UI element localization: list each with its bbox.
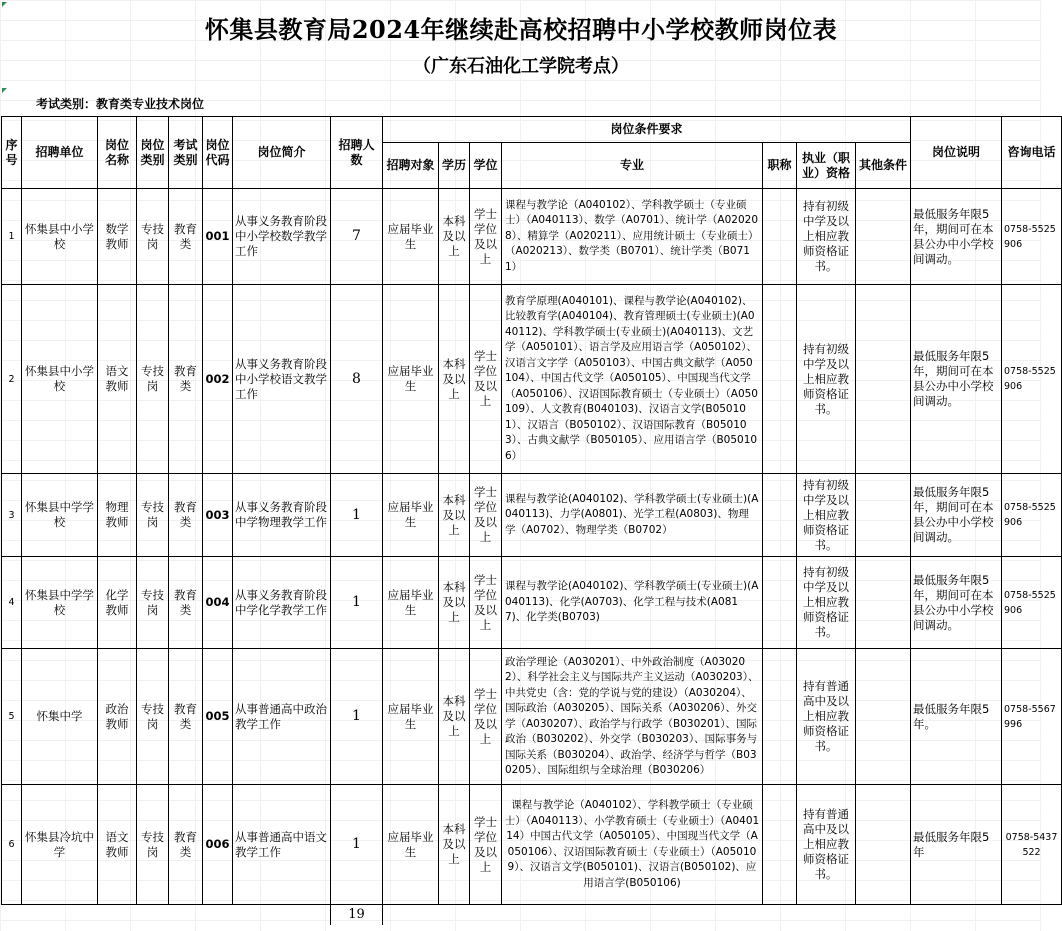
cell-degree: 学士学位及以上: [470, 189, 502, 285]
cell-note: 最低服务年限5年: [911, 785, 1002, 905]
cell-post-code: 002: [203, 285, 233, 474]
total-row: [2, 905, 1062, 925]
cell-exam-type: 教育类: [169, 189, 203, 285]
cell-target: 应届毕业生: [383, 649, 439, 785]
cell-intro: 从事普通高中政治教学工作: [233, 649, 331, 785]
page-title: 怀集县教育局2024年继续赴高校招聘中小学校教师岗位表: [204, 15, 838, 44]
cell-unit: 怀集中学: [22, 649, 98, 785]
page-subtitle: （广东石油化工学院考点）: [413, 56, 629, 77]
cell-target: 应届毕业生: [383, 557, 439, 649]
cell-post-name: 政治教师: [98, 649, 137, 785]
header-row-1: [2, 117, 1062, 143]
cell-major: 课程与教学论(A040102)、学科教学硕士(专业硕士)(A040113)、化学(A0703)、化学工程与技术(A0817)、化学类(B0703): [502, 557, 763, 649]
cell-edu: 本科及以上: [439, 474, 470, 557]
cell-seq: 4: [2, 557, 22, 649]
cell-edu: 本科及以上: [439, 649, 470, 785]
cell-title-req: [763, 285, 797, 474]
cell-corner-marker: [2, 88, 7, 93]
cell-note: 最低服务年限5年，期间可在本县公办中小学校间调动。: [911, 285, 1002, 474]
cell-target: 应届毕业生: [383, 785, 439, 905]
col-major: 专业: [502, 143, 763, 189]
total-count: 19: [331, 905, 383, 925]
cell-post-code: 005: [203, 649, 233, 785]
cell-intro: 从事义务教育阶段中小学校语文教学工作: [233, 285, 331, 474]
cell-unit: 怀集县中学学校: [22, 557, 98, 649]
table-row: [2, 474, 1062, 557]
cell-target: 应届毕业生: [383, 474, 439, 557]
cell-degree: 学士学位及以上: [470, 285, 502, 474]
cell-qualification: 持有普通高中及以上相应教师资格证书。: [797, 785, 856, 905]
col-qualification: 执业（职业）资格: [797, 143, 856, 189]
cell-unit: 怀集县中小学校: [22, 285, 98, 474]
cell-seq: 2: [2, 285, 22, 474]
col-other: 其他条件: [856, 143, 911, 189]
cell-note: 最低服务年限5年。: [911, 649, 1002, 785]
cell-note: 最低服务年限5年，期间可在本县公办中小学校间调动。: [911, 474, 1002, 557]
cell-degree: 学士学位及以上: [470, 557, 502, 649]
cell-degree: 学士学位及以上: [470, 649, 502, 785]
cell-phone: 0758-5525906: [1002, 474, 1062, 557]
col-count: 招聘人数: [331, 117, 383, 189]
cell-post-name: 化学教师: [98, 557, 137, 649]
cell-phone: 0758-5437522: [1002, 785, 1062, 905]
cell-note: 最低服务年限5年，期间可在本县公办中小学校间调动。: [911, 557, 1002, 649]
cell-count: 1: [331, 557, 383, 649]
cell-degree: 学士学位及以上: [470, 474, 502, 557]
cell-title-req: [763, 474, 797, 557]
cell-qualification: 持有初级中学及以上相应教师资格证书。: [797, 189, 856, 285]
cell-phone: 0758-5525906: [1002, 189, 1062, 285]
cell-post-code: 006: [203, 785, 233, 905]
cell-intro: 从事义务教育阶段中学物理教学工作: [233, 474, 331, 557]
cell-exam-type: 教育类: [169, 785, 203, 905]
col-post-type: 岗位类别: [137, 117, 169, 189]
cell-post-type: 专技岗: [137, 189, 169, 285]
cell-title-req: [763, 189, 797, 285]
cell-major: 课程与教学论（A040102）、学科教学硕士（专业硕士）（A040113）、数学（A0701）、统计学（A020208）、精算学（A020211）、应用统计硕士（专业硕士）（A020213）、数学类（B0701）、统计学类（B0711）: [502, 189, 763, 285]
cell-count: 8: [331, 285, 383, 474]
cell-title-req: [763, 557, 797, 649]
cell-count: 7: [331, 189, 383, 285]
cell-qualification: 持有初级中学及以上相应教师资格证书。: [797, 557, 856, 649]
cell-seq: 1: [2, 189, 22, 285]
cell-edu: 本科及以上: [439, 557, 470, 649]
cell-post-name: 语文教师: [98, 785, 137, 905]
cell-exam-type: 教育类: [169, 649, 203, 785]
cell-edu: 本科及以上: [439, 189, 470, 285]
cell-intro: 从事普通高中语文教学工作: [233, 785, 331, 905]
cell-major: 课程与教学论（A040102）、学科教学硕士（专业硕士）（A040113）、小学教育硕士（专业硕士）（A040114）中国古代文学（A050105）、中国现当代文学（A050106）、汉语国际教育硕士（专业硕士）（A050109）、汉语言文学(B050101)、汉语言(B050102)、应用语言学(B050106): [502, 785, 763, 905]
cell-other: [856, 285, 911, 474]
cell-post-type: 专技岗: [137, 785, 169, 905]
cell-major: 课程与教学论(A040102)、学科教学硕士(专业硕士)(A040113)、力学(A0801)、光学工程(A0803)、物理学（A0702）、物理学类（B0702）: [502, 474, 763, 557]
total-row-spacer: [383, 905, 1062, 925]
cell-title-req: [763, 649, 797, 785]
table-row: [2, 785, 1062, 905]
cell-target: 应届毕业生: [383, 189, 439, 285]
cell-phone: 0758-5525906: [1002, 557, 1062, 649]
cell-phone: 0758-5525906: [1002, 285, 1062, 474]
cell-unit: 怀集县冷坑中学: [22, 785, 98, 905]
col-seq: 序号: [2, 117, 22, 189]
table-row: [2, 285, 1062, 474]
cell-post-name: 数学教师: [98, 189, 137, 285]
cell-note: 最低服务年限5年，期间可在本县公办中小学校间调动。: [911, 189, 1002, 285]
cell-seq: 3: [2, 474, 22, 557]
total-row-spacer: [2, 905, 331, 925]
col-intro: 岗位简介: [233, 117, 331, 189]
cell-exam-type: 教育类: [169, 285, 203, 474]
cell-edu: 本科及以上: [439, 285, 470, 474]
cell-seq: 6: [2, 785, 22, 905]
recruitment-table: [1, 116, 1062, 925]
exam-category-label: 考试类别：教育类专业技术岗位: [36, 97, 205, 111]
cell-major: 政治学理论（A030201）、中外政治制度（A030202）、科学社会主义与国际共产主义运动（A030203）、中共党史（含：党的学说与党的建设）（A030204）、国际政治（A030205）、国际关系（A030206）、外交学（A030207）、政治学与行政学（B030201）、国际政治（B030202）、外交学（B030203）、国际事务与国际关系（B030204）、政治学、经济学与哲学（B030205）、国际组织与全球治理（B030206）: [502, 649, 763, 785]
col-note: 岗位说明: [911, 117, 1002, 189]
cell-seq: 5: [2, 649, 22, 785]
col-post-name: 岗位名称: [98, 117, 137, 189]
cell-post-code: 001: [203, 189, 233, 285]
cell-post-code: 004: [203, 557, 233, 649]
col-exam-type: 考试类别: [169, 117, 203, 189]
cell-unit: 怀集县中学学校: [22, 474, 98, 557]
cell-target: 应届毕业生: [383, 285, 439, 474]
cell-qualification: 持有普通高中及以上相应教师资格证书。: [797, 649, 856, 785]
cell-exam-type: 教育类: [169, 557, 203, 649]
cell-phone: 0758-5567996: [1002, 649, 1062, 785]
cell-other: [856, 785, 911, 905]
cell-other: [856, 474, 911, 557]
cell-corner-marker: [2, 2, 7, 7]
cell-degree: 学士学位及以上: [470, 785, 502, 905]
cell-intro: 从事义务教育阶段中小学校数学教学工作: [233, 189, 331, 285]
cell-count: 1: [331, 649, 383, 785]
cell-count: 1: [331, 474, 383, 557]
cell-post-code: 003: [203, 474, 233, 557]
cell-other: [856, 189, 911, 285]
table-row: [2, 189, 1062, 285]
cell-title-req: [763, 785, 797, 905]
table-row: [2, 649, 1062, 785]
cell-major: 教育学原理(A040101)、课程与教学论(A040102)、比较教育学(A040104)、教育管理硕士(专业硕士)(A040112)、学科教学硕士(专业硕士)(A040113)、文艺学（A050101）、语言学及应用语言学（A050102）、汉语言文字学（A050103）、中国古典文献学（A050104）、中国古代文学（A050105）、中国现当代文学（A050106）、汉语国际教育硕士（专业硕士）（A050109）、人文教育(B040103)、汉语言文学(B050101）、汉语言（B050102）、汉语国际教育（B050103）、古典文献学（B050105）、应用语言学（B050106）: [502, 285, 763, 474]
cell-other: [856, 649, 911, 785]
cell-edu: 本科及以上: [439, 785, 470, 905]
col-post-code: 岗位代码: [203, 117, 233, 189]
col-degree: 学位: [470, 143, 502, 189]
cell-post-name: 物理教师: [98, 474, 137, 557]
cell-qualification: 持有初级中学及以上相应教师资格证书。: [797, 474, 856, 557]
cell-post-type: 专技岗: [137, 649, 169, 785]
col-unit: 招聘单位: [22, 117, 98, 189]
col-phone: 咨询电话: [1002, 117, 1062, 189]
cell-count: 1: [331, 785, 383, 905]
cell-post-type: 专技岗: [137, 474, 169, 557]
cell-exam-type: 教育类: [169, 474, 203, 557]
cell-post-name: 语文教师: [98, 285, 137, 474]
cell-post-type: 专技岗: [137, 557, 169, 649]
cell-post-type: 专技岗: [137, 285, 169, 474]
col-conditions: 岗位条件要求: [383, 117, 911, 143]
table-row: [2, 557, 1062, 649]
cell-unit: 怀集县中小学校: [22, 189, 98, 285]
cell-other: [856, 557, 911, 649]
cell-qualification: 持有初级中学及以上相应教师资格证书。: [797, 285, 856, 474]
col-title-req: 职称: [763, 143, 797, 189]
col-edu: 学历: [439, 143, 470, 189]
cell-intro: 从事义务教育阶段中学化学教学工作: [233, 557, 331, 649]
col-target: 招聘对象: [383, 143, 439, 189]
